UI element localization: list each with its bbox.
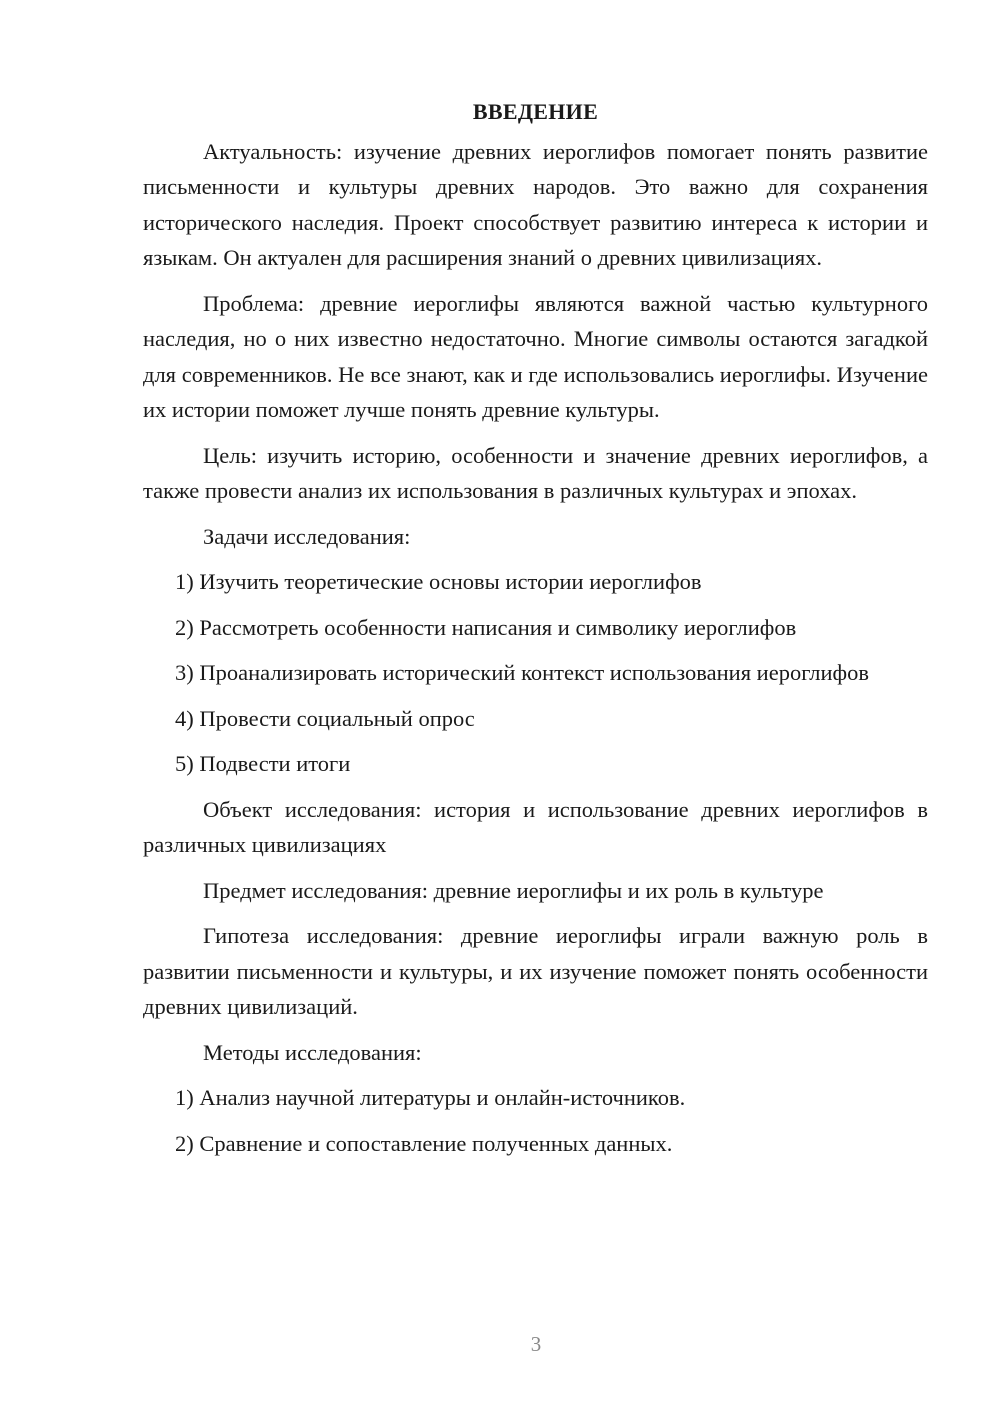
goal-paragraph: Цель: изучить историю, особенности и значение древних иероглифов, а также провести анализ их использования в различных культурах и эпохах. — [143, 442, 928, 503]
method-item-1: 1) Анализ научной литературы и онлайн-источников. — [175, 1085, 686, 1110]
method-item-2: 2) Сравнение и сопоставление полученных данных. — [175, 1130, 673, 1156]
task-item-2: 2) Рассмотреть особенности написания и символику иероглифов — [175, 614, 797, 640]
task-item-4: 4) Провести социальный опрос — [175, 705, 475, 731]
page-content — [143, 94, 928, 1171]
object-paragraph: Объект исследования: история и использование древних иероглифов в различных цивилизациях — [143, 796, 928, 857]
page-number: 3 — [530, 1332, 542, 1356]
task-item-3: 3) Проанализировать исторический контекст использования иероглифов — [175, 660, 870, 685]
problem-paragraph: Проблема: древние иероглифы являются важной частью культурного наследия, но о них известно недостаточно. Многие символы остаются загадкой для современников. Не все знают, как и где использовались иероглифы. Изучение их истории поможет лучше понять древние культуры. — [143, 290, 928, 422]
methods-heading: Методы исследования: — [203, 1039, 422, 1065]
subject-paragraph: Предмет исследования: древние иероглифы и их роль в культуре — [203, 877, 824, 903]
relevance-paragraph: Актуальность: изучение древних иероглифов помогает понять развитие письменности и культуры древних народов. Это важно для сохранения исторического наследия. Проект способствует развитию интереса к истории и языкам. Он актуален для расширения знаний о древних цивилизациях. — [143, 138, 928, 270]
task-item-5: 5) Подвести итоги — [175, 751, 351, 776]
hypothesis-paragraph: Гипотеза исследования: древние иероглифы играли важную роль в развитии письменности и культуры, и их изучение поможет понять особенности древних цивилизаций. — [143, 923, 928, 1019]
tasks-heading: Задачи исследования: — [203, 523, 411, 549]
page-title: ВВЕДЕНИЕ — [472, 99, 599, 124]
task-item-1: 1) Изучить теоретические основы истории иероглифов — [175, 569, 702, 594]
